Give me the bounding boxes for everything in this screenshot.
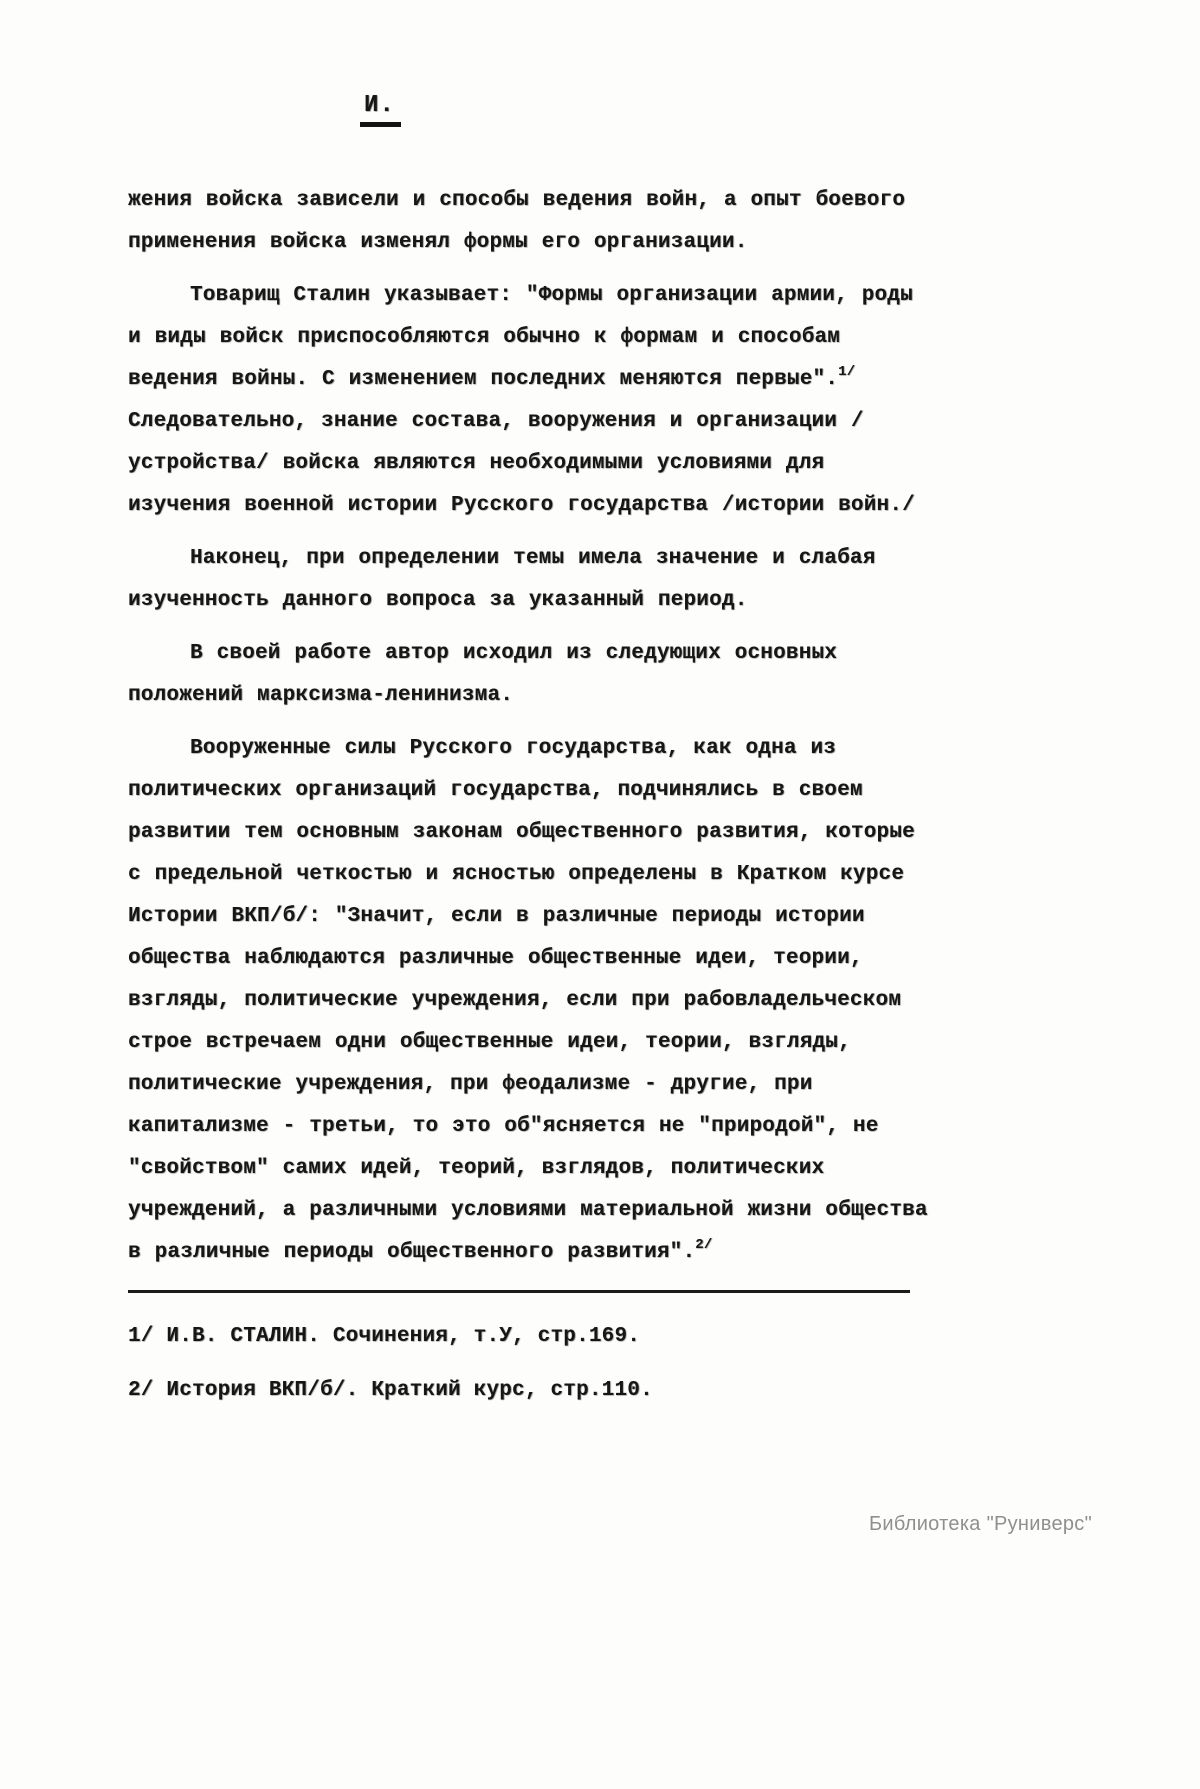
page-number: И. — [360, 92, 401, 127]
footnote: 1/ И.В. СТАЛИН. Сочинения, т.У, стр.169. — [128, 1325, 641, 1348]
paragraph-text: Наконец, при определении темы имела значение и слабая изученность данного вопроса за указанный период. — [128, 547, 876, 612]
paragraph — [128, 180, 936, 264]
paragraph-text: Вооруженные силы Русского государства, как одна из политических организаций государства, подчинялись в своем развитии тем основным законам общественного развития, которые с предельной четкостью и ясностью определены в Кратком курсе Истории ВКП/б/: "Значит, если в различные периоды истории общества наблюдаются различные общественные идеи, теории, взгляды, политические учреждения, если при рабовладельческом строе встречаем одни общественные идеи, теории, взгляды, политические учреждения, при феодализме - другие, при капитализме - третьи, то это об"ясняется не "природой", не "свойством" самих идей, теорий, взглядов, политических учреждений, а различными условиями материальной жизни общества в различные периоды общественного развития". — [128, 737, 928, 1264]
paragraph-text: Следовательно, знание состава, вооружения и организации /устройства/ войска являются необходимыми условиями для изучения военной истории Русского государства /истории войн./ — [128, 410, 915, 517]
document-body — [128, 180, 936, 1425]
paragraph-text: Товарищ Сталин указывает: "Формы организации армии, роды и виды войск приспособляются обычно к формам и способам ведения войны. С изменением последних меняются первые". — [128, 284, 913, 391]
paragraph-text: жения войска зависели и способы ведения войн, а опыт боевого применения войска изменял формы его организации. — [128, 189, 906, 254]
footnotes-container — [128, 1317, 936, 1411]
footnote-reference: 1/ — [838, 364, 856, 380]
footnote: 2/ История ВКП/б/. Краткий курс, стр.110. — [128, 1379, 653, 1402]
paragraph — [128, 728, 936, 1274]
paragraph — [128, 538, 936, 622]
paragraphs-container — [128, 180, 936, 1274]
footnote-separator — [128, 1290, 910, 1293]
paragraph-text: В своей работе автор исходил из следующих основных положений марксизма-ленинизма. — [128, 642, 838, 707]
footnote-reference: 2/ — [695, 1237, 713, 1253]
library-watermark: Библиотека "Руниверс" — [868, 1513, 1092, 1535]
paragraph — [128, 633, 936, 717]
paragraph — [128, 275, 936, 527]
